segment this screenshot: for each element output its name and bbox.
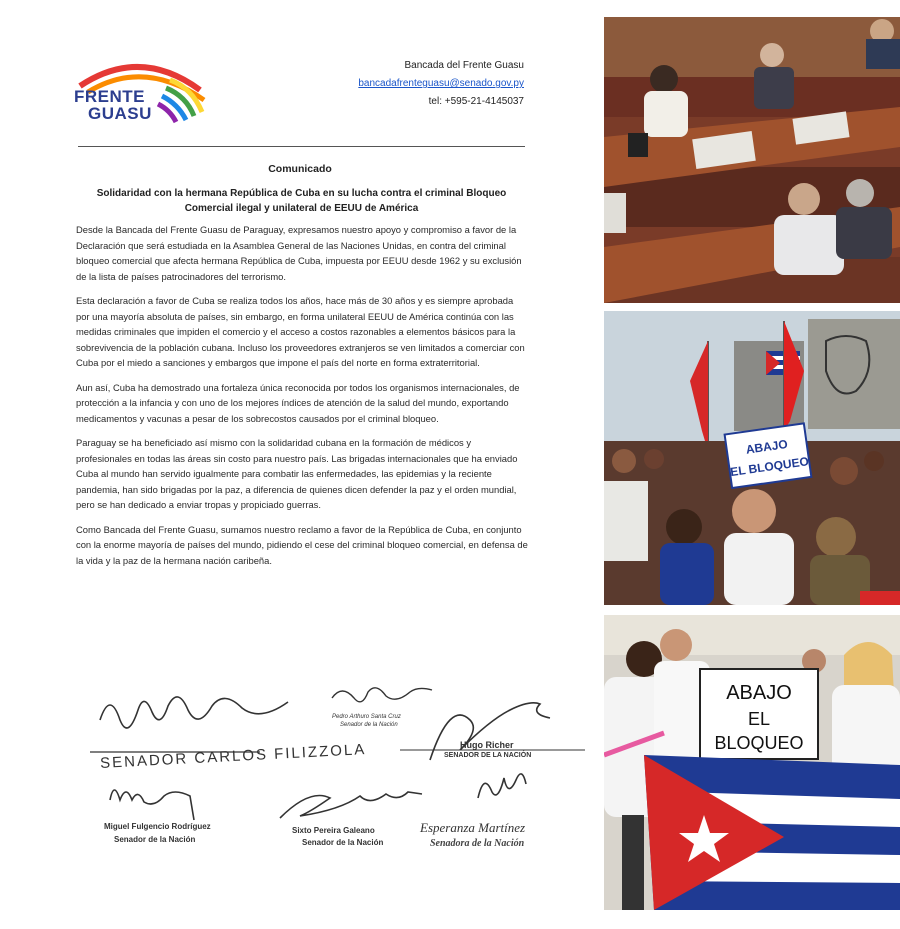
esperanza-title: Senadora de la Nación [430, 838, 525, 849]
phone-number: tel: +595-21-4145037 [428, 96, 524, 107]
org-name: Bancada del Frente Guasu [404, 60, 524, 71]
handwritten-signatures [70, 680, 590, 880]
sign-text-bloqueo: BLOQUEO [714, 733, 804, 753]
miguel-name: Miguel Fulgencio Rodríguez [104, 822, 211, 831]
esperanza-name: Esperanza Martínez [420, 820, 526, 835]
logo-line-2: GUASU [88, 104, 152, 123]
photo-cuban-flag-protest [604, 615, 900, 910]
logo-line-1: FRENTE [74, 87, 145, 106]
logo-wordmark [74, 88, 152, 122]
contact-block [358, 57, 524, 111]
paragraph: Como Bancada del Frente Guasu, sumamos nuestro reclamo a favor de la República de Cuba, en conjunto con la enorme mayoría de países del mundo, pidiendo el cese del criminal bloqueo comercial, en defensa de la vida y la paz de la hermana nación caribeña. [76, 523, 528, 566]
document-body [76, 222, 528, 577]
pedro-name: Pedro Arthuro Santa Cruz [332, 714, 401, 720]
paragraph: Paraguay se ha beneficiado así mismo con la solidaridad cubana en la formación de médicos y profesionales en todas las áreas sin costo para nuestro país. Las brigadas internacionales que ha enviado Cuba al mundo han servido igualmente para combatir las enfermedades, las epidemias y la reciente pandemia, han sido brigadas por la paz, a diferencia de quienes dicen defender la paz y el orden mundial, pero se han dedicado a enviar tropas y propiciado guerras. [76, 437, 518, 510]
cuban-flag [644, 755, 900, 910]
hugo-title: SENADOR DE LA NACIÓN [444, 752, 532, 759]
pedro-title: Senador de la Nación [340, 722, 398, 728]
miguel-title: Senador de la Nación [114, 835, 196, 844]
sign-text-el: EL [747, 709, 771, 729]
signatures-area [70, 680, 590, 880]
hugo-name: Hugo Richer [460, 740, 514, 750]
handwritten-name-carlos: SENADOR CARLOS FILIZZOLA [99, 741, 367, 772]
sign-text-line1: ABAJO [744, 436, 789, 457]
email-link[interactable]: bancadafrenteguasu@senado.gov.py [358, 78, 524, 89]
document-heading: Comunicado [268, 163, 332, 175]
paragraph: Esta declaración a favor de Cuba se realiza todos los años, hace más de 30 años y es siempre aprobada por una mayoría absoluta de países, sin embargo, en forma unilateral EEUU de América continúa con las medidas criminales que impiden el comercio y el acceso a costos razonables a elementos básicos para la sobrevivencia de la población cubana. Incluso los proveedores extranjeros se ven limitados a comerciar con Cuba por el miedo a sanciones y embargos que impone el país del norte en forma extraterritorial. [76, 295, 525, 368]
photo-street-march [604, 311, 900, 605]
sixto-name: Sixto Pereira Galeano [292, 826, 375, 835]
sixto-title: Senador de la Nación [302, 838, 384, 847]
document-subtitle: Solidaridad con la hermana República de Cuba en su lucha contra el criminal Bloqueo Comercial ilegal y unilateral de EEUU de América [96, 188, 507, 214]
sign-text-line2: EL BLOQUEO [729, 454, 810, 480]
paragraph: Aun así, Cuba ha demostrado una fortaleza única reconocida por todos los organismos internacionales, de protección a la infancia y con uno de los mejores índices de atención de la salud del mundo, exportando medicamentos y vacunas a pesar de los sobrecostos causados por el criminal bloqueo. [76, 381, 520, 424]
paragraph: Desde la Bancada del Frente Guasu de Paraguay, expresamos nuestro apoyo y compromiso a favor de la Declaración que será estudiada en la Asamblea General de las Naciones Unidas, en contra del criminal bloqueo comercial que afecta hermana República de Cuba, impuesta por EEUU desde 1962 y su exclusión de la lista de países patrocinadores del terrorismo. [76, 224, 522, 282]
header-divider [78, 146, 525, 147]
sign-text-abajo: ABAJO [726, 682, 792, 704]
photo-senate-chamber [604, 17, 900, 303]
